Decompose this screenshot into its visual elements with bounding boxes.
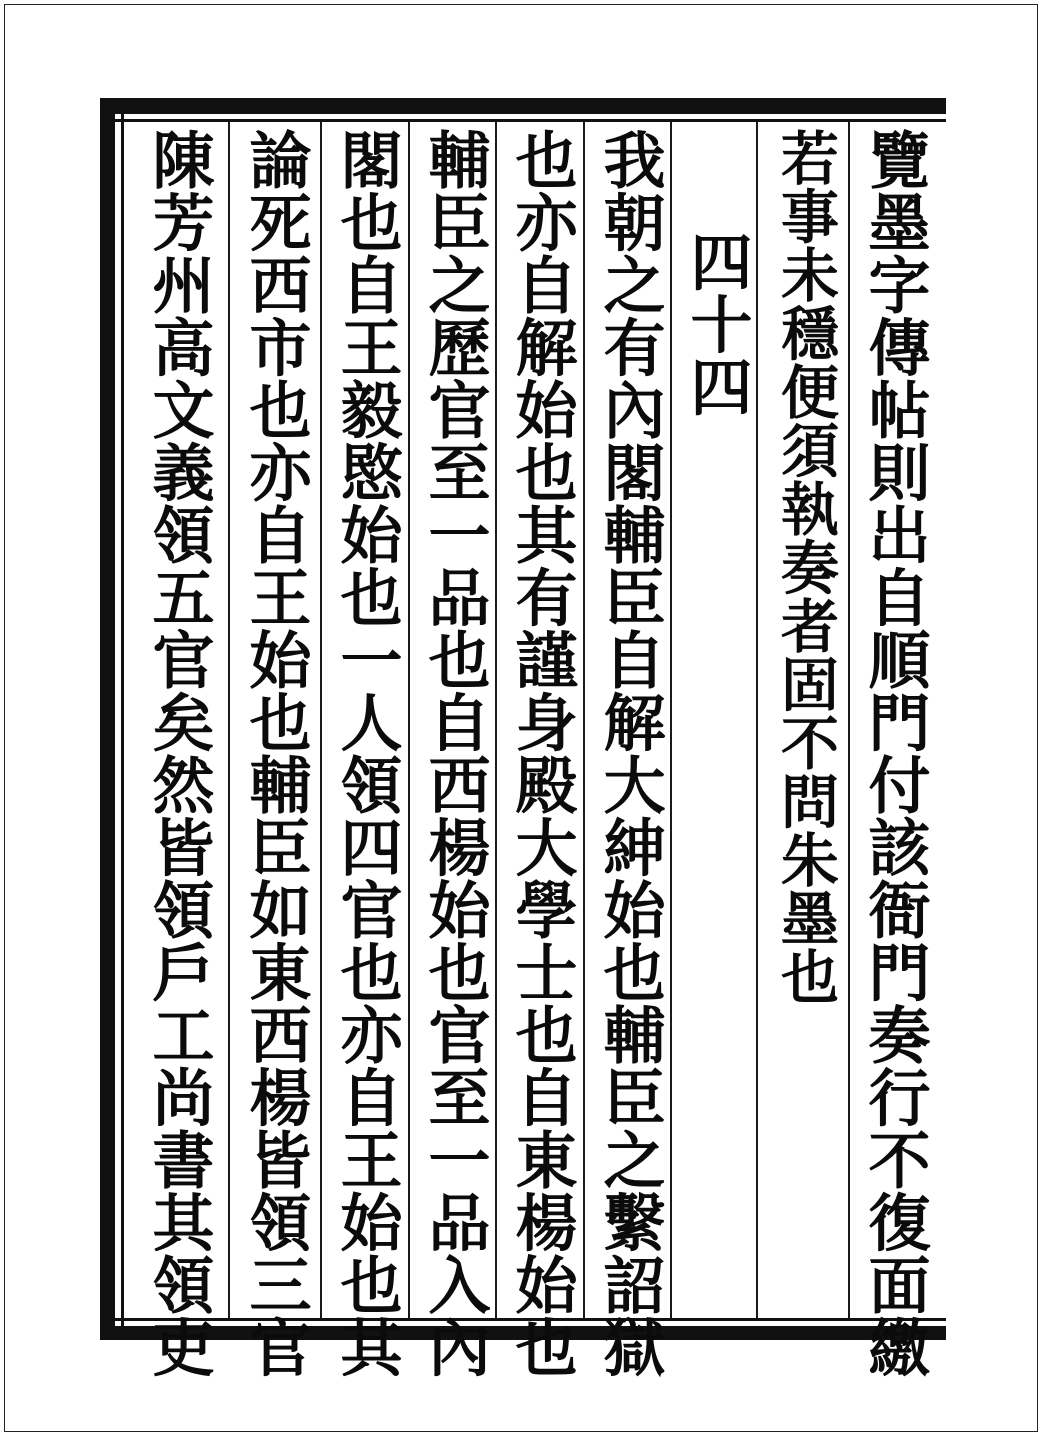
column-text: 論死西市也亦自王始也輔臣如東西楊皆領三官 [239,128,312,1378]
text-column-1 [852,128,936,1378]
frame-inner-rule-left [121,98,124,1340]
section-number-column [674,128,758,1318]
text-column-6 [412,128,496,1378]
column-text: 也亦自解始也其有謹身殿大學士也自東楊始也 [505,128,578,1378]
column-text: 輔臣之歷官至一品也自西楊始也官至一品入內 [418,128,491,1378]
column-text: 我朝之有內閣輔臣自解大紳始也輔臣之繫詔獄 [593,128,666,1378]
column-text: 覽墨字傳帖則出自順門付該衙門奏行不復面繳 [858,128,931,1378]
text-column-8 [233,128,317,1378]
frame-inner-rule-top [100,119,946,122]
column-text: 陳芳州高文義領五官矣然皆領戶工尚書其領吏 [142,128,215,1378]
text-column-7 [324,128,408,1378]
column-rule [228,122,230,1318]
column-text: 閣也自王毅愍始也一人領四官也亦自王始也其 [330,128,403,1378]
column-rule [408,122,410,1318]
column-text: 若事未穩便須執奏者固不問朱墨也 [771,128,839,1006]
column-rule [848,122,850,1318]
text-column-5 [499,128,583,1378]
column-rule [320,122,322,1318]
section-number: 四十四 [680,230,753,418]
column-rule [583,122,585,1318]
text-column-4 [587,128,671,1378]
text-column-2 [763,128,847,1318]
text-column-9 [136,128,220,1378]
